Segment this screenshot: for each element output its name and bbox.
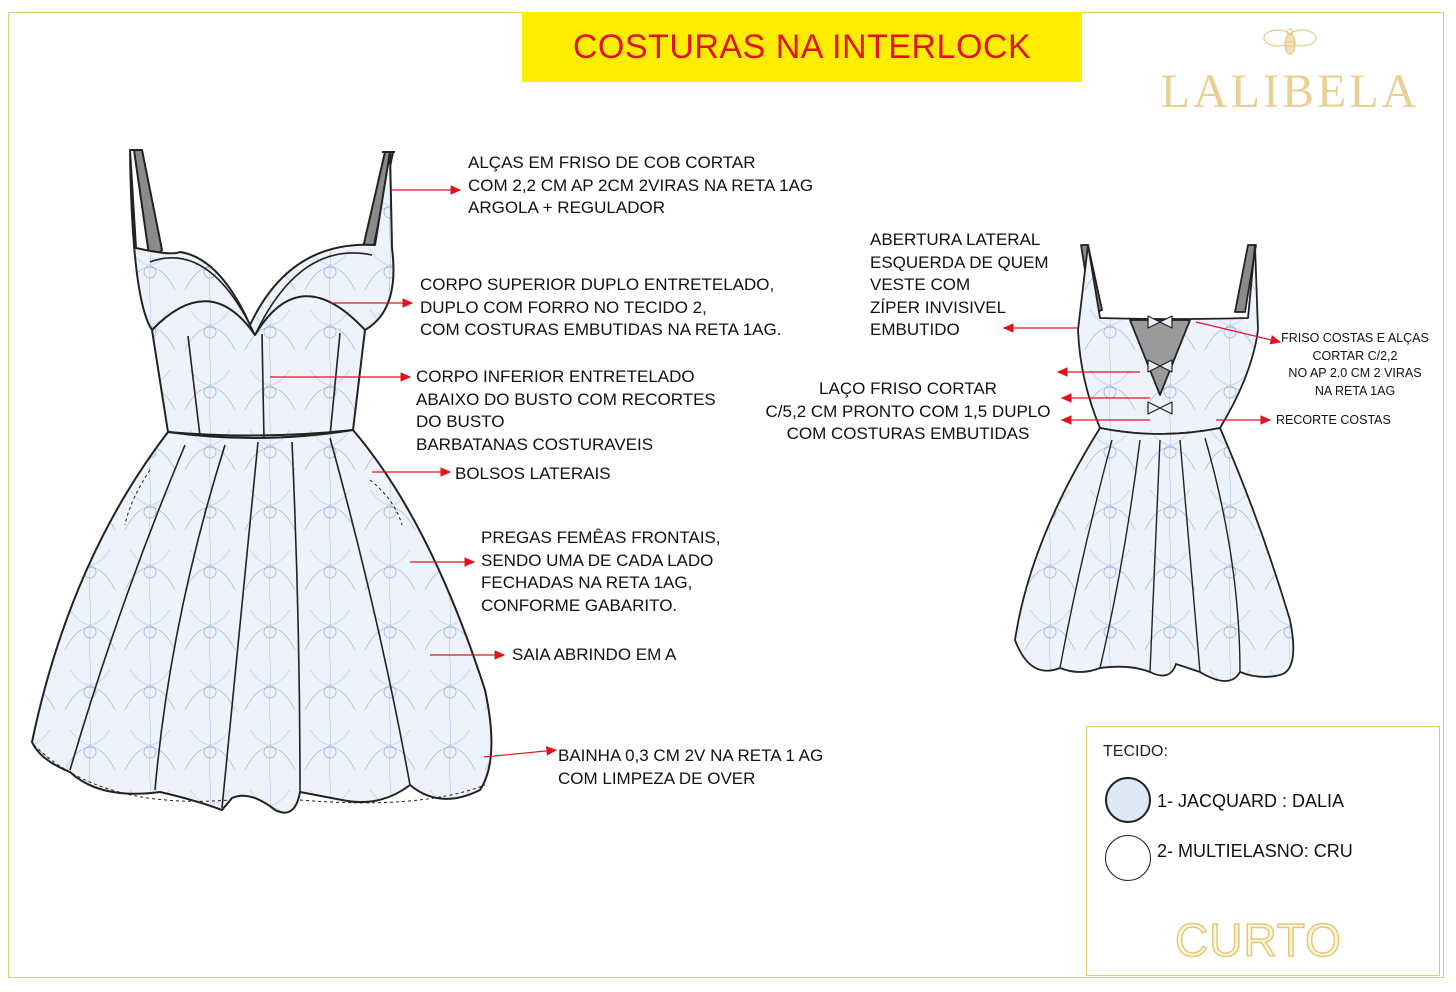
back-dress — [1015, 245, 1293, 681]
fabric-legend — [1086, 726, 1440, 976]
note-pockets: BOLSOS LATERAIS — [455, 464, 611, 483]
legend-item-jacquard: 1- JACQUARD : DALIA — [1157, 791, 1345, 811]
legend-title: TECIDO: — [1103, 743, 1168, 760]
length-label: CURTO — [1175, 914, 1342, 966]
jacquard-swatch — [1105, 777, 1151, 823]
front-dress — [32, 150, 491, 813]
note-pleats: PREGAS FEMÊAS FRONTAIS, SENDO UMA DE CADA LADO FECHADAS NA RETA 1AG, CONFORME GABARITO. — [481, 528, 721, 615]
note-hem: BAINHA 0,3 CM 2V NA RETA 1 AG COM LIMPEZA DE OVER — [558, 746, 824, 788]
note-back-straps: FRISO COSTAS E ALÇAS CORTAR C/2,2 NO AP 2.0 CM 2 VIRAS NA RETA 1AG — [1281, 331, 1429, 398]
note-straps: ALÇAS EM FRISO DE COB CORTAR COM 2,2 CM AP 2CM 2VIRAS NA RETA 1AG ARGOLA + REGULADOR — [468, 153, 814, 218]
note-zipper: ABERTURA LATERAL ESQUERDA DE QUEM VESTE COM ZÍPER INVISIVEL EMBUTIDO — [870, 230, 1049, 340]
note-back-seam: RECORTE COSTAS — [1276, 413, 1391, 427]
page-title: COSTURAS NA INTERLOCK — [572, 27, 1032, 66]
brand-logo-text: LALIBELA — [1160, 65, 1420, 118]
note-skirt: SAIA ABRINDO EM A — [512, 645, 677, 664]
multielasno-swatch — [1105, 835, 1151, 881]
note-lower-body: CORPO INFERIOR ENTRETELADO ABAIXO DO BUSTO COM RECORTES DO BUSTO BARBATANAS COSTURAVEIS — [416, 367, 716, 454]
note-upper-body: CORPO SUPERIOR DUPLO ENTRETELADO, DUPLO COM FORRO NO TECIDO 2, COM COSTURAS EMBUTIDAS NA RETA 1AG. — [420, 275, 782, 340]
note-bows: LAÇO FRISO CORTAR C/5,2 CM PRONTO COM 1,5 DUPLO COM COSTURAS EMBUTIDAS — [765, 379, 1051, 444]
legend-item-multielasno: 2- MULTIELASNO: CRU — [1157, 841, 1353, 861]
